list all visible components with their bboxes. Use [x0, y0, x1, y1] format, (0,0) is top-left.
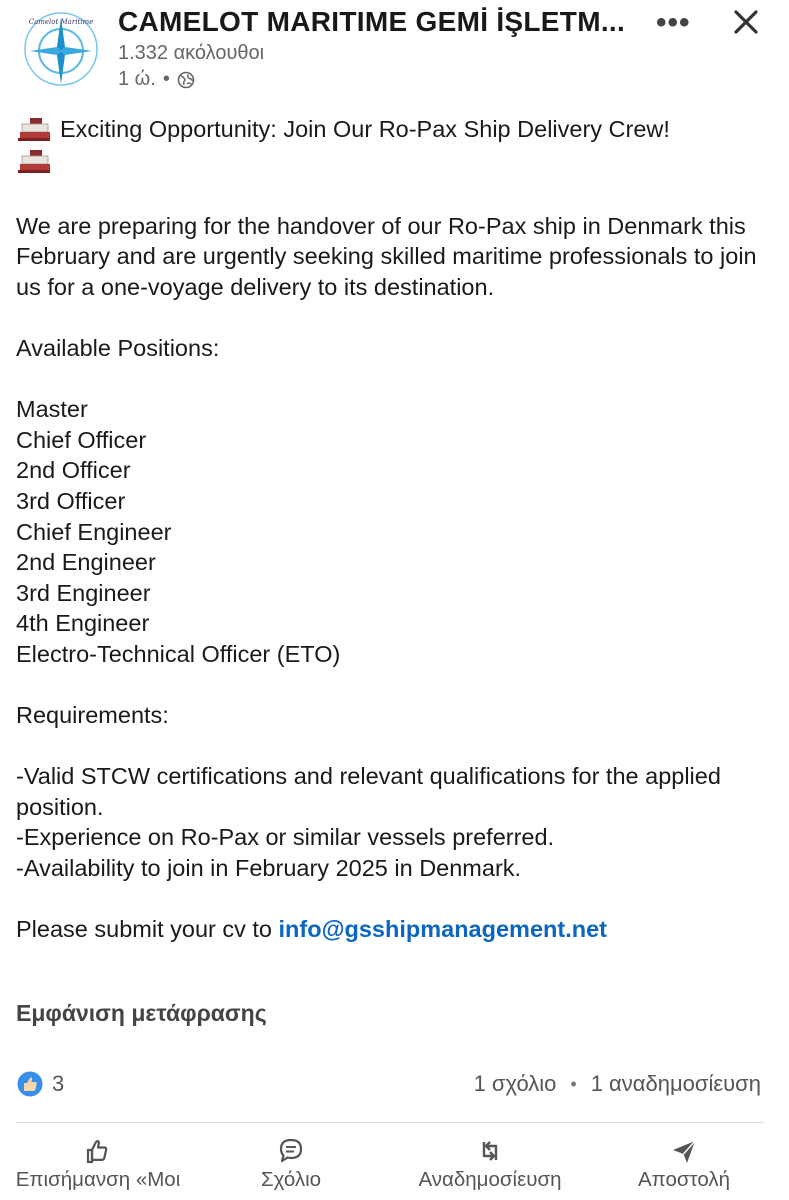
action-bar — [0, 1132, 789, 1200]
count-separator: • — [570, 1073, 577, 1094]
meta-separator: • — [162, 68, 170, 90]
follower-count: 1.332 ακόλουθοι — [118, 42, 265, 64]
position-item: 2nd Engineer — [16, 549, 156, 576]
repost-button[interactable] — [400, 1132, 580, 1200]
like-label: Επισήμανση «Μοι — [15, 1168, 181, 1191]
comment-icon — [276, 1136, 306, 1166]
svg-text:Camelot Maritime: Camelot Maritime — [28, 18, 94, 26]
reaction-count[interactable]: 3 — [52, 1071, 65, 1096]
requirements-heading: Requirements: — [16, 702, 169, 729]
post-meta — [118, 68, 195, 91]
post-time: 1 ώ. — [118, 68, 156, 90]
post-headline-row — [16, 114, 776, 180]
send-icon — [669, 1136, 699, 1166]
ship-emoji-icon — [16, 114, 52, 180]
email-link[interactable]: info@gsshipmanagement.net — [278, 916, 607, 943]
globe-icon — [177, 71, 195, 89]
requirement-item: -Valid STCW certifications and relevant qualifications for the applied position. — [16, 763, 721, 820]
cta-line — [16, 914, 776, 945]
position-item: Electro-Technical Officer (ETO) — [16, 640, 341, 667]
comment-button[interactable] — [236, 1132, 346, 1200]
action-divider — [16, 1122, 764, 1123]
requirement-item: -Availability to join in February 2025 in Denmark. — [16, 855, 522, 882]
like-button[interactable] — [0, 1132, 196, 1200]
position-item: 4th Engineer — [16, 610, 150, 637]
repost-label: Αναδημοσίευση — [418, 1168, 562, 1191]
post-intro: We are preparing for the handover of our Ro-Pax ship in Denmark this February and are urgently seeking skilled maritime professionals to join us for a one-voyage delivery to its destination. — [16, 212, 757, 300]
like-reaction-icon[interactable] — [16, 1070, 44, 1098]
more-options-button[interactable]: ••• — [656, 6, 691, 39]
requirement-item: -Experience on Ro-Pax or similar vessels preferred. — [16, 824, 555, 851]
repost-count[interactable]: 1 αναδημοσίευση — [590, 1071, 761, 1096]
position-item: Chief Engineer — [16, 518, 172, 545]
position-item: 3rd Officer — [16, 487, 126, 514]
show-translation-link[interactable]: Εμφάνιση μετάφρασης — [16, 1000, 267, 1026]
post-body — [16, 114, 776, 945]
close-icon[interactable] — [728, 4, 764, 40]
engagement-counts — [474, 1071, 761, 1097]
positions-heading: Available Positions: — [16, 334, 220, 361]
comment-count[interactable]: 1 σχόλιο — [473, 1071, 557, 1096]
comment-label: Σχόλιο — [260, 1168, 322, 1191]
post-header — [0, 0, 789, 100]
send-label: Αποστολή — [637, 1168, 731, 1191]
social-counts — [0, 1064, 789, 1104]
company-name[interactable]: CAMELOT MARITIME GEMİ İŞLETM... — [118, 6, 626, 37]
company-logo[interactable] — [22, 10, 100, 88]
repost-icon — [475, 1136, 505, 1166]
post-headline: Exciting Opportunity: Join Our Ro-Pax Ship Delivery Crew! — [60, 116, 670, 142]
position-item: Chief Officer — [16, 426, 147, 453]
position-item: Master — [16, 396, 88, 423]
thumbs-up-icon — [83, 1136, 113, 1166]
send-button[interactable] — [624, 1132, 744, 1200]
position-item: 2nd Officer — [16, 457, 131, 484]
position-item: 3rd Engineer — [16, 579, 151, 606]
cta-text: Please submit your cv to — [16, 916, 279, 943]
